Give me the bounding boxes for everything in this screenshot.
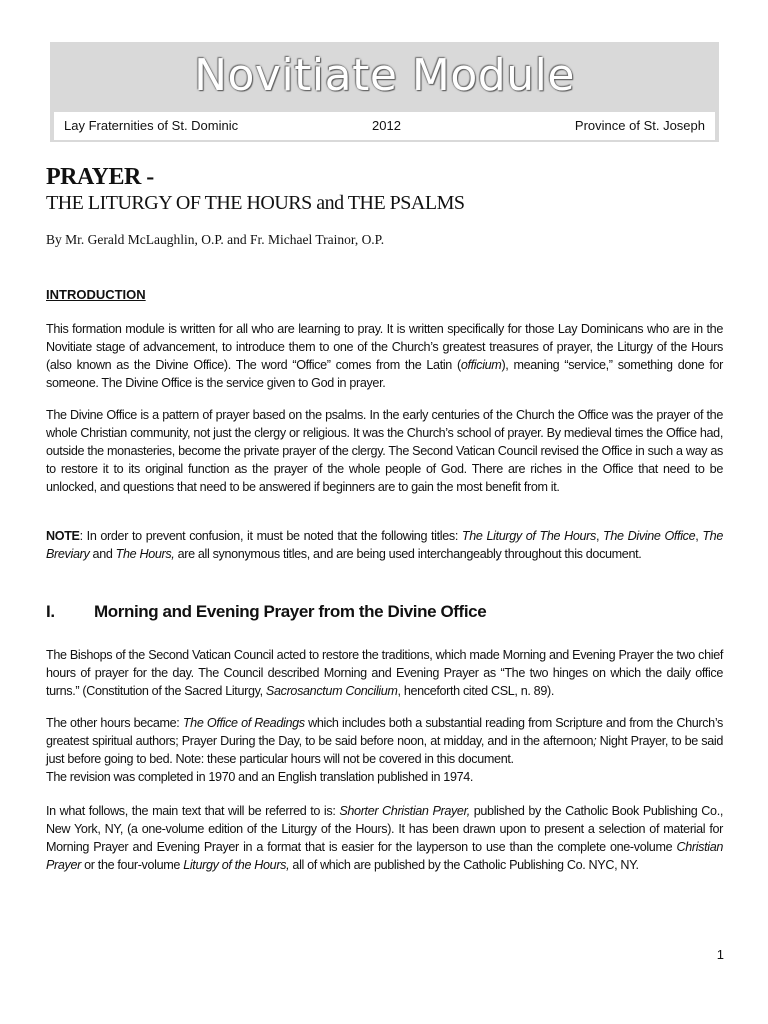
document-title: PRAYER - <box>46 164 154 190</box>
banner-info-strip <box>54 112 715 140</box>
note-paragraph: NOTE: In order to prevent confusion, it must be noted that the following titles: The Liturgy of The Hours, The Divine Office, The Breviary and The Hours, are all synonymous titles, and are being used interchangeably throughout this document. <box>46 529 723 561</box>
paragraph-section-2: The other hours became: The Office of Readings which includes both a substantial reading from Scripture and from the Church’s greatest spiritual authors; Prayer During the Day, to be said before noon, at midday, and in the afternoon; Night Prayer, to be said just before going to bed. Note: these particular hours will not be covered in this document. The revision was completed in 1970 and an English translation published in 1974. <box>46 716 723 784</box>
paragraph-intro-1: This formation module is written for all who are learning to pray. It is written specifically for those Lay Dominicans who are in the Novitiate stage of advancement, to introduce them to one of the Church’s greatest treasures of prayer, the Liturgy of the Hours (also known as the Divine Office). The word “Office” comes from the Latin (officium), meaning “service,” something done for someone. The Divine Office is the service given to God in prayer. <box>46 322 723 390</box>
module-banner <box>50 42 719 142</box>
paragraph-section-1: The Bishops of the Second Vatican Council acted to restore the traditions, which made Morning and Evening Prayer the two chief hours of prayer for the day. The Council described Morning and Evening Prayer as “The two hinges on which the daily office turns.” (Constitution of the Sacred Liturgy, Sacrosanctum Concilium, henceforth cited CSL, n. 89). <box>46 648 723 698</box>
author-byline: By Mr. Gerald McLaughlin, O.P. and Fr. Michael Trainor, O.P. <box>46 232 385 247</box>
page-number: 1 <box>716 947 724 962</box>
paragraph-section-3: In what follows, the main text that will be referred to is: Shorter Christian Prayer, published by the Catholic Book Publishing Co., New York, NY, (a one-volume edition of the Liturgy of the Hours). It has been drawn upon to present a selection of material for Morning Prayer and Evening Prayer in a format that is easier for the layperson to use than the complete one-volume Christian Prayer or the four-volume Liturgy of the Hours, all of which are published by the Catholic Publishing Co. NYC, NY. <box>46 804 723 872</box>
province-label: Province of St. Joseph <box>574 118 705 133</box>
section-number: I. <box>46 602 55 621</box>
section-heading <box>46 602 486 622</box>
section-title: Morning and Evening Prayer from the Divine Office <box>94 602 487 621</box>
year-label: 2012 <box>372 118 401 133</box>
organization-label: Lay Fraternities of St. Dominic <box>64 118 239 133</box>
document-subtitle: THE LITURGY OF THE HOURS and THE PSALMS <box>46 192 465 214</box>
note-label: NOTE <box>46 529 80 543</box>
introduction-heading: INTRODUCTION <box>46 287 146 302</box>
banner-title: Novitiate Module <box>194 50 575 101</box>
paragraph-intro-2: The Divine Office is a pattern of prayer based on the psalms. In the early centuries of the Church the Office was the prayer of the whole Christian community, not just the clergy or religious. It was the Church’s school of prayer. By medieval times the Office had, outside the monasteries, become the private prayer of the clergy. The Second Vatican Council revised the Office in such a way as to restore it to its original function as the prayer of the whole people of God. There are riches in the Office that need to be unlocked, and questions that need to be answered if beginners are to gain the most benefit from it. <box>46 408 723 494</box>
